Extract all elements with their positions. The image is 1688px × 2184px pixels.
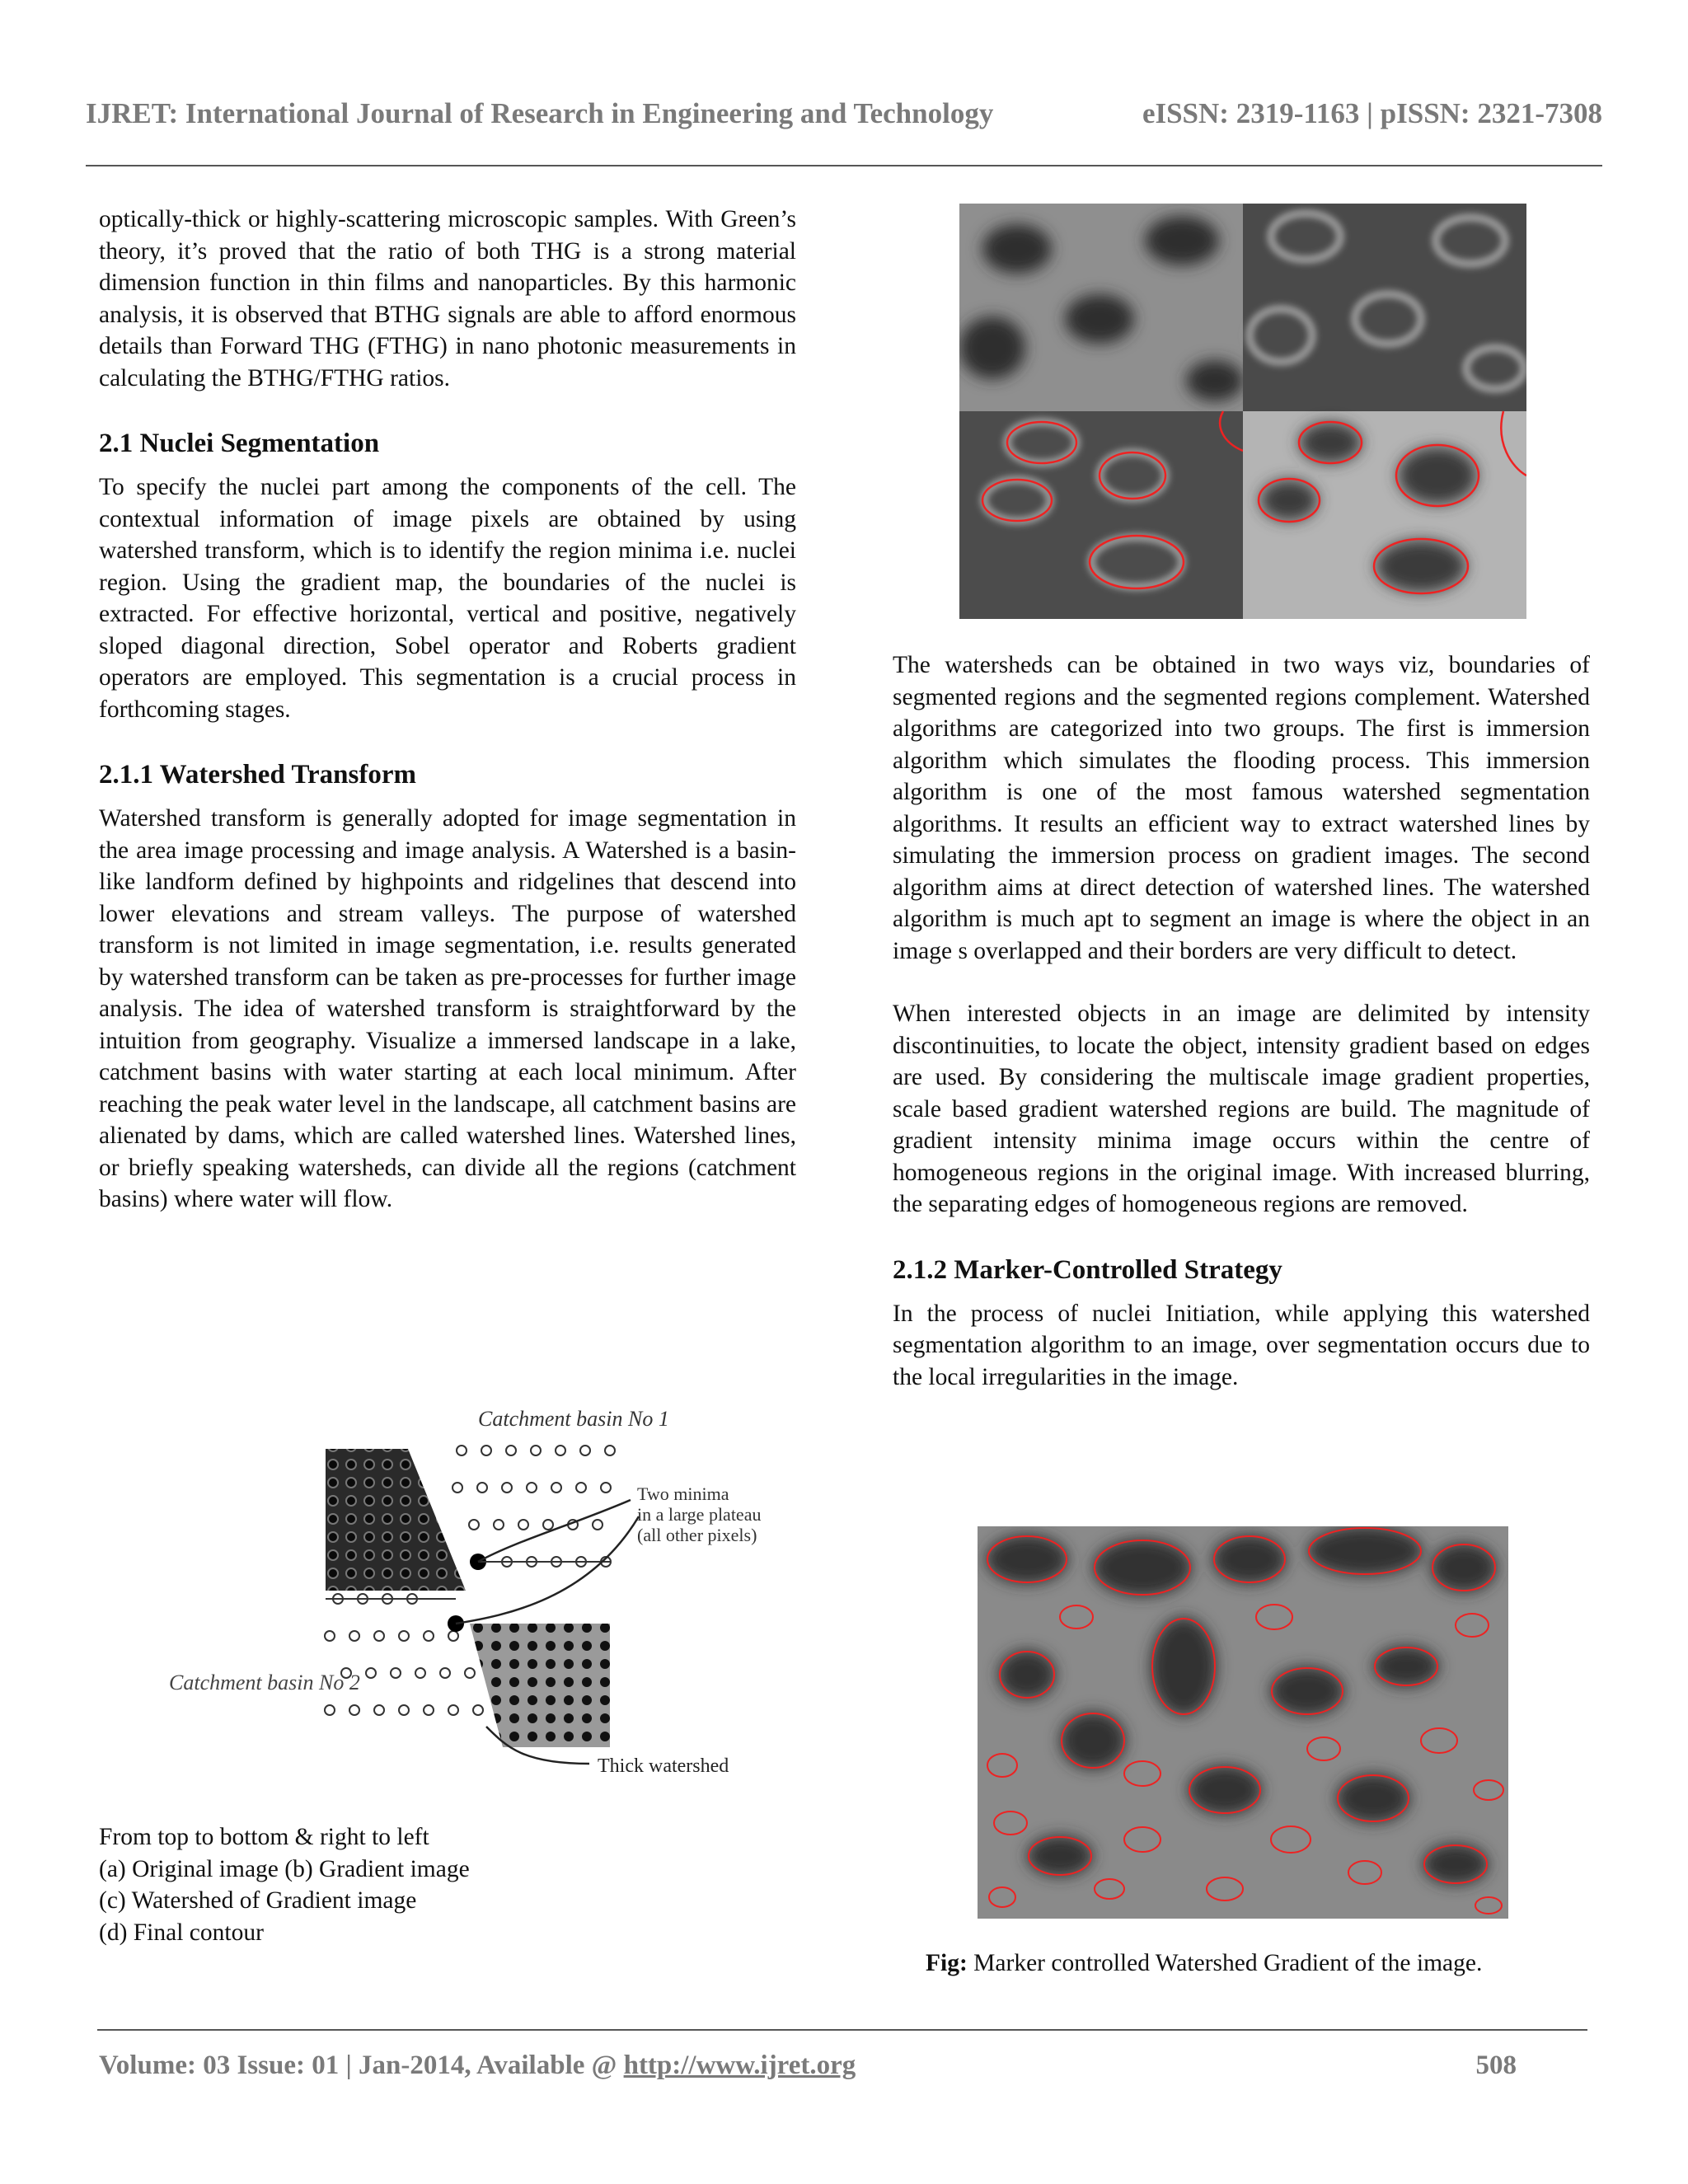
figure-list-line-1: From top to bottom & right to left [99, 1824, 429, 1850]
panel-gradient [1243, 204, 1526, 411]
figure-list [99, 1821, 470, 1948]
panel-final-contour [1243, 411, 1526, 619]
right-paragraph-2: When interested objects in an image are delimited by intensity discontinuities, to locate the object, intensity gradient based on edges are used. By considering the multiscale image gradient properties, scale based gradient watershed regions are build. The magnitude of gradient intensity minima image occurs within the centre of homogeneous regions in the original image. With increased blurring, the separating edges of homogeneous regions are removed. [893, 1001, 1590, 1217]
marker-controlled-figure [978, 1526, 1508, 1919]
panel-watershed [959, 411, 1243, 619]
figure-caption-text: Marker controlled Watershed Gradient of the image. [967, 1950, 1483, 1976]
panel-original [959, 204, 1244, 411]
right-paragraph-1: The watersheds can be obtained in two ways viz, boundaries of segmented regions and the segmented regions complement. Watershed algorithms are categorized into two groups. The first is immersion algorithm which simulates the flooding process. This immersion algorithm is one of the most famous watershed segmentation algorithms. It results an efficient way to extract watershed lines by simulating the immersion process on gradient images. The second algorithm aims at direct detection of watershed lines. The watershed algorithm is much apt to segment an image is where the object in an image s overlapped and their borders are very difficult to detect. [893, 652, 1590, 964]
footer-volume [99, 2050, 856, 2081]
figure-list-line-2: (a) Original image (b) Gradient image [99, 1855, 470, 1882]
journal-title: IJRET: International Journal of Research in Engineering and Technology [86, 97, 994, 129]
figure-list-line-4: (d) Final contour [99, 1919, 264, 1946]
watershed-diagram [161, 1401, 771, 1788]
right-column [893, 649, 1590, 1393]
basin-1-label: Catchment basin No 1 [478, 1407, 669, 1431]
figure-list-line-3: (c) Watershed of Gradient image [99, 1887, 417, 1914]
footer-rule [97, 2029, 1587, 2031]
section-2-1-1-heading: 2.1.1 Watershed Transform [99, 760, 416, 790]
section-2-1-2-paragraph: In the process of nuclei Initiation, while applying this watershed segmentation algorithm to an image, over segmentation occurs due to the local irregularities in the image. [893, 1300, 1590, 1390]
header-rule [86, 165, 1602, 166]
two-minima-line-1: Two minima [637, 1483, 729, 1504]
two-minima-line-2: in a large plateau [637, 1504, 762, 1525]
section-2-1-2-heading: 2.1.2 Marker-Controlled Strategy [893, 1254, 1282, 1285]
figure-caption [926, 1950, 1482, 1977]
basin-2-label: Catchment basin No 2 [169, 1671, 360, 1694]
running-footer [99, 2050, 1517, 2081]
segmentation-panels-figure [959, 204, 1526, 619]
issn: eISSN: 2319-1163 | pISSN: 2321-7308 [1142, 97, 1602, 129]
section-2-1-paragraph: To specify the nuclei part among the components of the cell. The contextual information of image pixels are obtained by using watershed transform, which is to identify the region minima i.e. nuclei region. Using the gradient map, the boundaries of the nuclei is extracted. For effective horizontal, vertical and positive, negatively sloped diagonal direction, Sobel operator and Roberts gradient operators are employed. This segmentation is a crucial process in forthcoming stages. [99, 474, 796, 723]
left-column [99, 204, 796, 1216]
section-2-1-1-paragraph: Watershed transform is generally adopted for image segmentation in the area image processing and image analysis. A Watershed is a basin-like landform defined by highpoints and ridgelines that descend into lower elevations and stream valleys. The purpose of watershed transform is not limited in image segmentation, i.e. results generated by watershed transform can be taken as pre-processes for further image analysis. The idea of watershed transform is straightforward by the intuition from geography. Visualize a immersed landscape in a lake, catchment basins with water starting at each local minimum. After reaching the peak water level in the landscape, all catchment basins are alienated by dams, which are called watershed lines. Watershed lines, or briefly speaking watersheds, can divide all the regions (catchment basins) where water will flow. [99, 805, 796, 1212]
footer-volume-text: Volume: 03 Issue: 01 | Jan-2014, Available @ [99, 2050, 624, 2080]
footer-url-link[interactable]: http://www.ijret.org [623, 2050, 856, 2080]
two-minima-line-3: (all other pixels) [637, 1525, 757, 1545]
section-2-1-heading: 2.1 Nuclei Segmentation [99, 429, 380, 458]
page-number: 508 [1475, 2050, 1517, 2080]
thick-watershed-label: Thick watershed [598, 1755, 729, 1777]
intro-paragraph: optically-thick or highly-scattering microscopic samples. With Green’s theory, it’s proved that the ratio of both THG is a strong material dimension function in thin films and nanoparticles. By this harmonic analysis, it is observed that BTHG signals are able to afford enormous details than Forward THG (FTHG) in nano photonic measurements in calculating the BTHG/FTHG ratios. [99, 206, 796, 391]
running-header [86, 97, 1602, 130]
figure-caption-label: Fig: [926, 1950, 968, 1976]
